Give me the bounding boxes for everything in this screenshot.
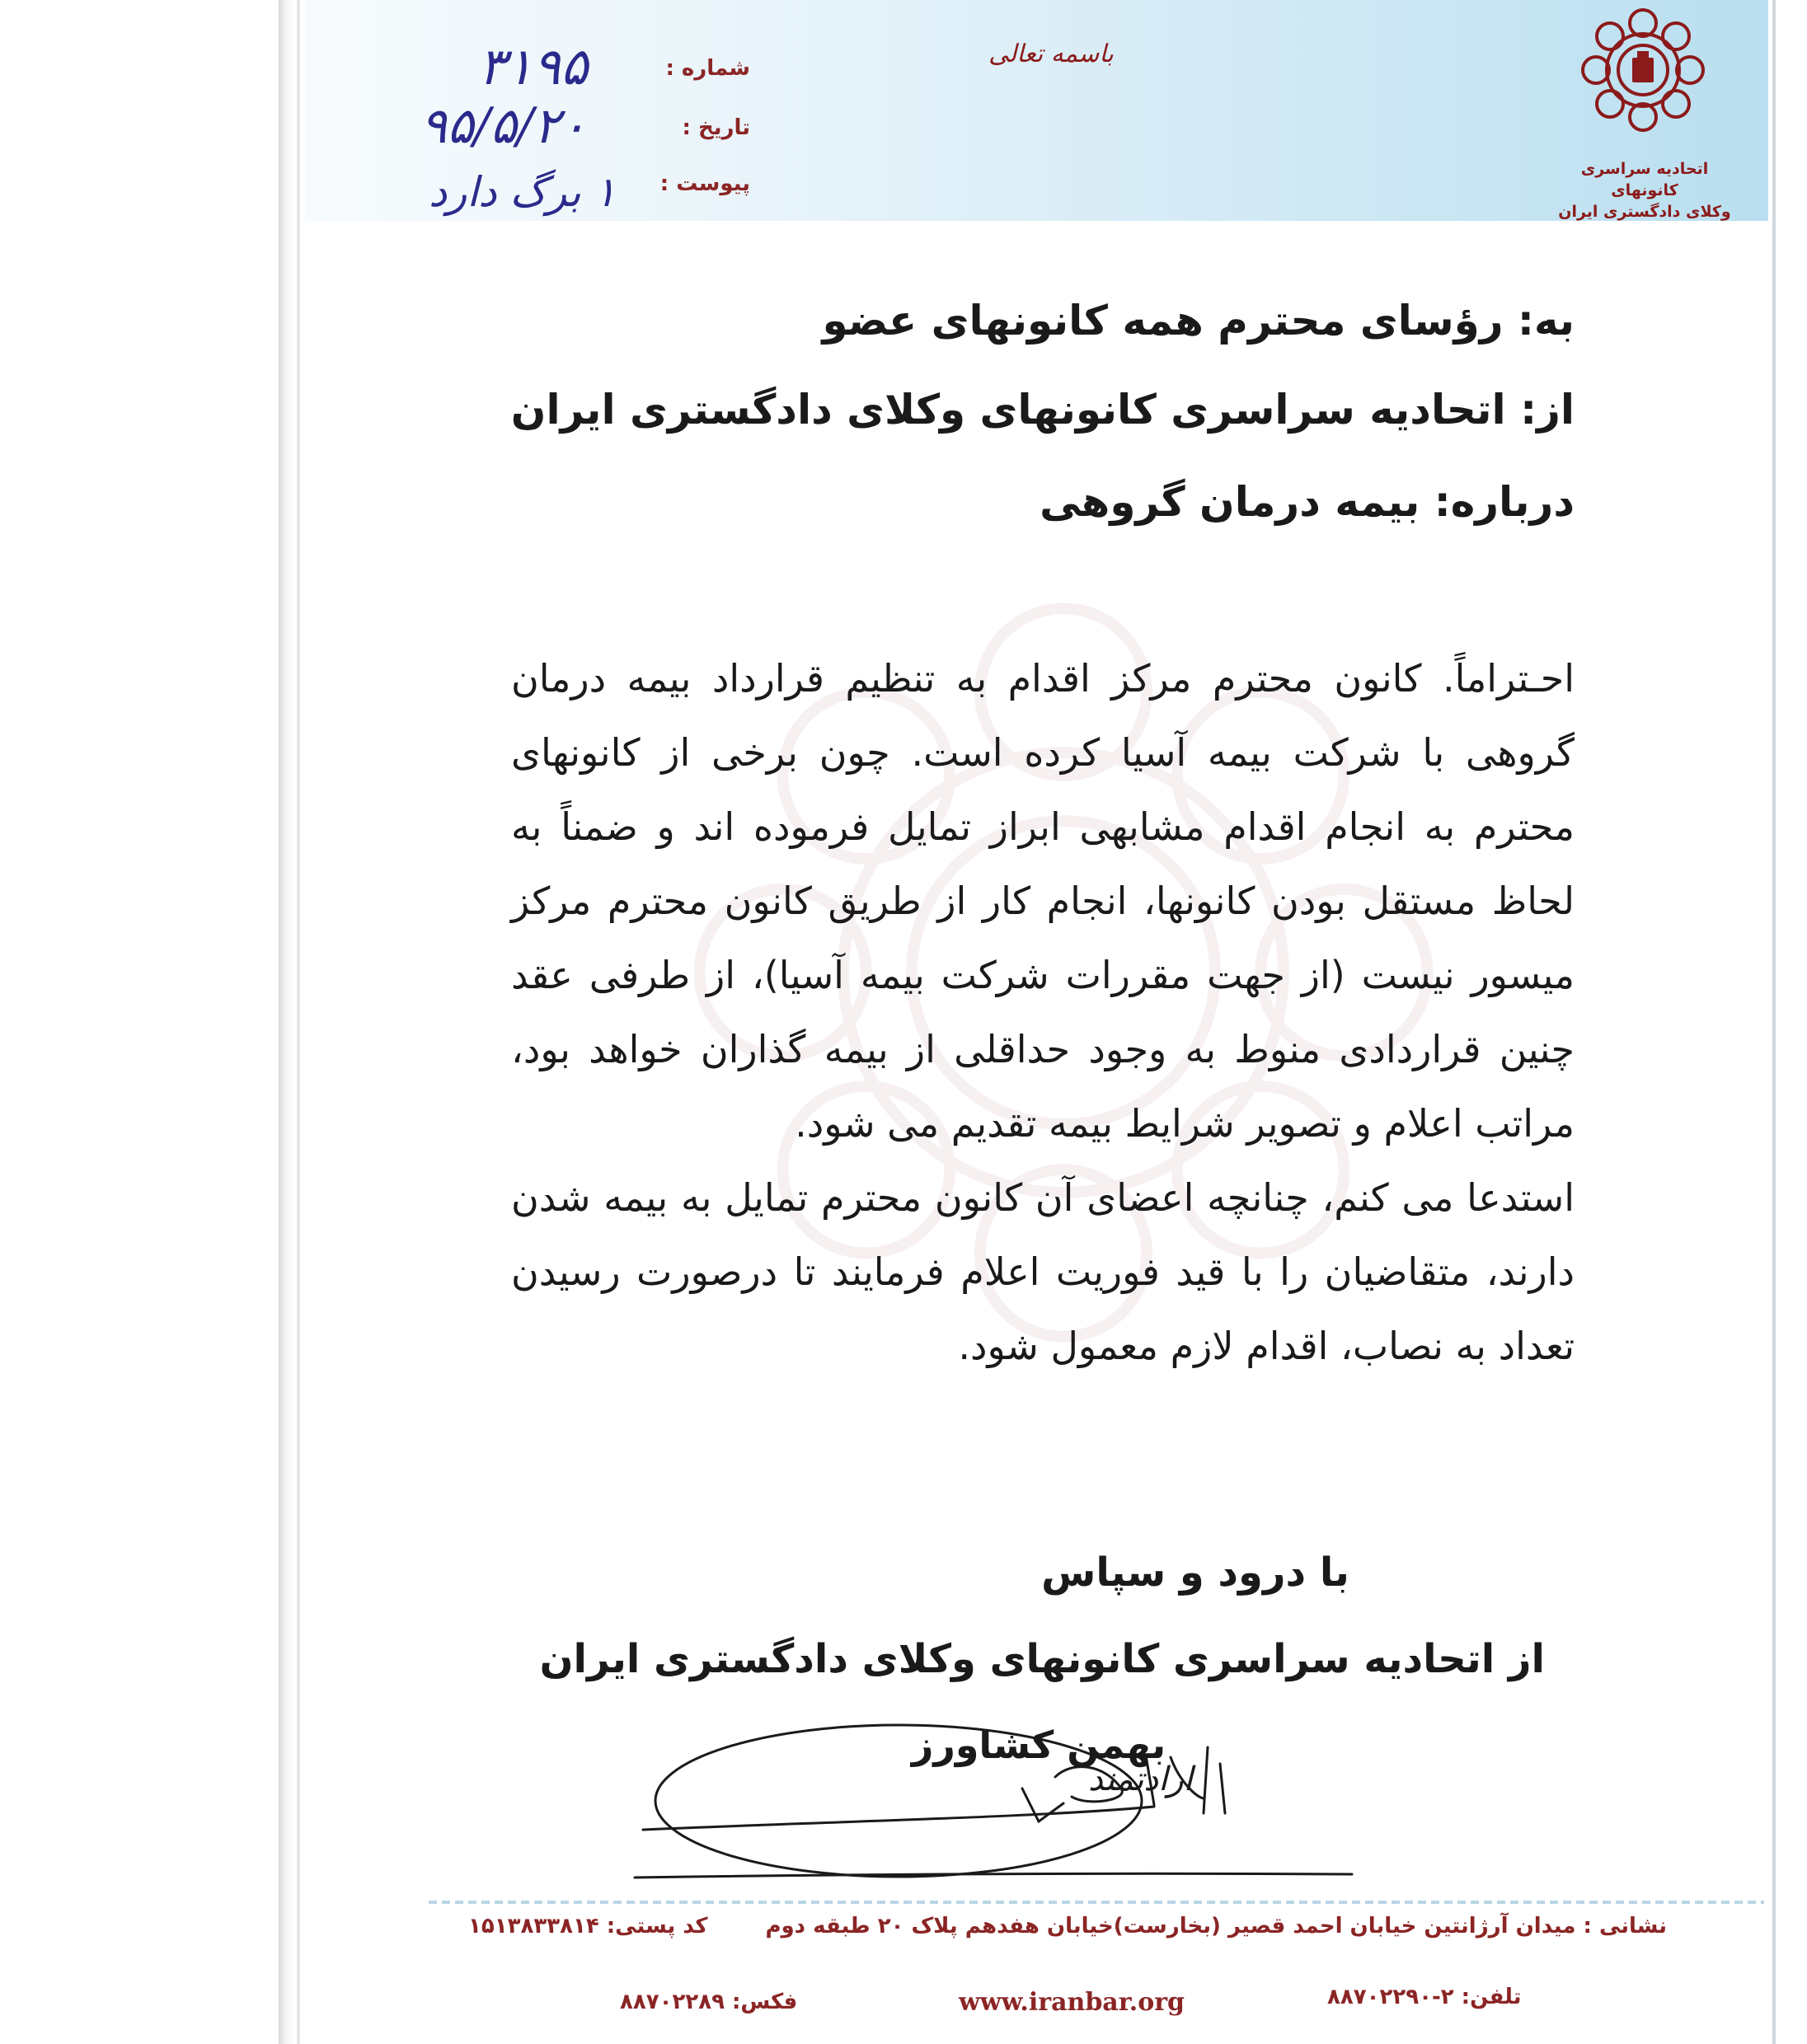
footer-divider bbox=[429, 1901, 1764, 1904]
closing-greeting: با درود و سپاس bbox=[1041, 1549, 1349, 1596]
closing-org: از اتحادیه سراسری کانونهای وکلای دادگستری ایران bbox=[539, 1636, 1545, 1682]
attachment-value: ۱ برگ دارد bbox=[429, 168, 617, 216]
body-paragraph-1: احـتراماً. کانون محترم مرکز اقدام به تنظیم قرارداد بیمه درمان گروهی با شرکت بیمه آسیا کرده است. چون برخی از کانونهای محترم به انجام اقدام مشابهی ابراز تمایل فرموده اند و ضمناً به لحاظ مستقل بودن کانونها، انجام کار از طریق کانون محترم مرکز میسور نیست (از جهت مقررات شرکت بیمه آسیا)، از طرفی عقد چنین قراردادی منوط به وجود حداقلی از بیمه گذاران خواهد بود، مراتب اعلام و تصویر شرایط بیمه تقدیم می شود. bbox=[511, 656, 1575, 1146]
signature-script: ارادتمند bbox=[1088, 1760, 1193, 1798]
paper-edge-shadow bbox=[279, 0, 295, 2044]
basmeh-heading: باسمه تعالی bbox=[988, 40, 1114, 68]
sender-line: از: اتحادیه سراسری کانونهای وکلای دادگستری ایران bbox=[510, 386, 1575, 434]
footer-fax: فکس: ۸۸۷۰۲۲۸۹ bbox=[620, 1990, 798, 2014]
footer-website-link[interactable]: www.iranbar.org bbox=[958, 1988, 1185, 2017]
number-value: ۳۱۹۵ bbox=[478, 36, 589, 96]
subject-line: درباره: بیمه درمان گروهی bbox=[1040, 478, 1575, 526]
date-label: تاریخ : bbox=[682, 115, 750, 140]
date-value: ۹۵/۵/۲۰ bbox=[420, 97, 587, 155]
paper-right-edge bbox=[1772, 0, 1776, 2044]
paper-edge-line bbox=[297, 0, 300, 2044]
bar-association-logo-icon bbox=[1581, 8, 1705, 132]
org-name-line2: وکلای دادگستری ایران bbox=[1558, 203, 1731, 221]
footer-postal-code: کد پستی: ۱۵۱۳۸۳۳۸۱۴ bbox=[468, 1914, 708, 1939]
signer-name: بهمن کشاورز bbox=[911, 1723, 1166, 1767]
footer-address: نشانی : میدان آرژانتین خیابان احمد قصیر (بخارست)خیابان هفدهم پلاک ۲۰ طبقه دوم bbox=[765, 1914, 1667, 1939]
footer-phone: تلفن: ۲-۸۸۷۰۲۲۹۰ bbox=[1327, 1985, 1522, 2009]
letter-body bbox=[511, 641, 1575, 1383]
body-paragraph-2: استدعا می کنم، چنانچه اعضای آن کانون محترم تمایل به بیمه شدن دارند، متقاضیان را با قید فوریت اعلام فرمایند تا درصورت رسیدن تعداد به نصاب، اقدام لازم معمول شود. bbox=[511, 1175, 1575, 1368]
number-label: شماره : bbox=[665, 56, 750, 81]
letterhead-org-name bbox=[1550, 158, 1739, 223]
org-name-line1: اتحادیه سراسری کانونهای bbox=[1580, 160, 1709, 199]
recipient-line: به: رؤسای محترم همه کانونهای عضو bbox=[822, 297, 1575, 345]
attachment-label: پیوست : bbox=[659, 171, 750, 196]
